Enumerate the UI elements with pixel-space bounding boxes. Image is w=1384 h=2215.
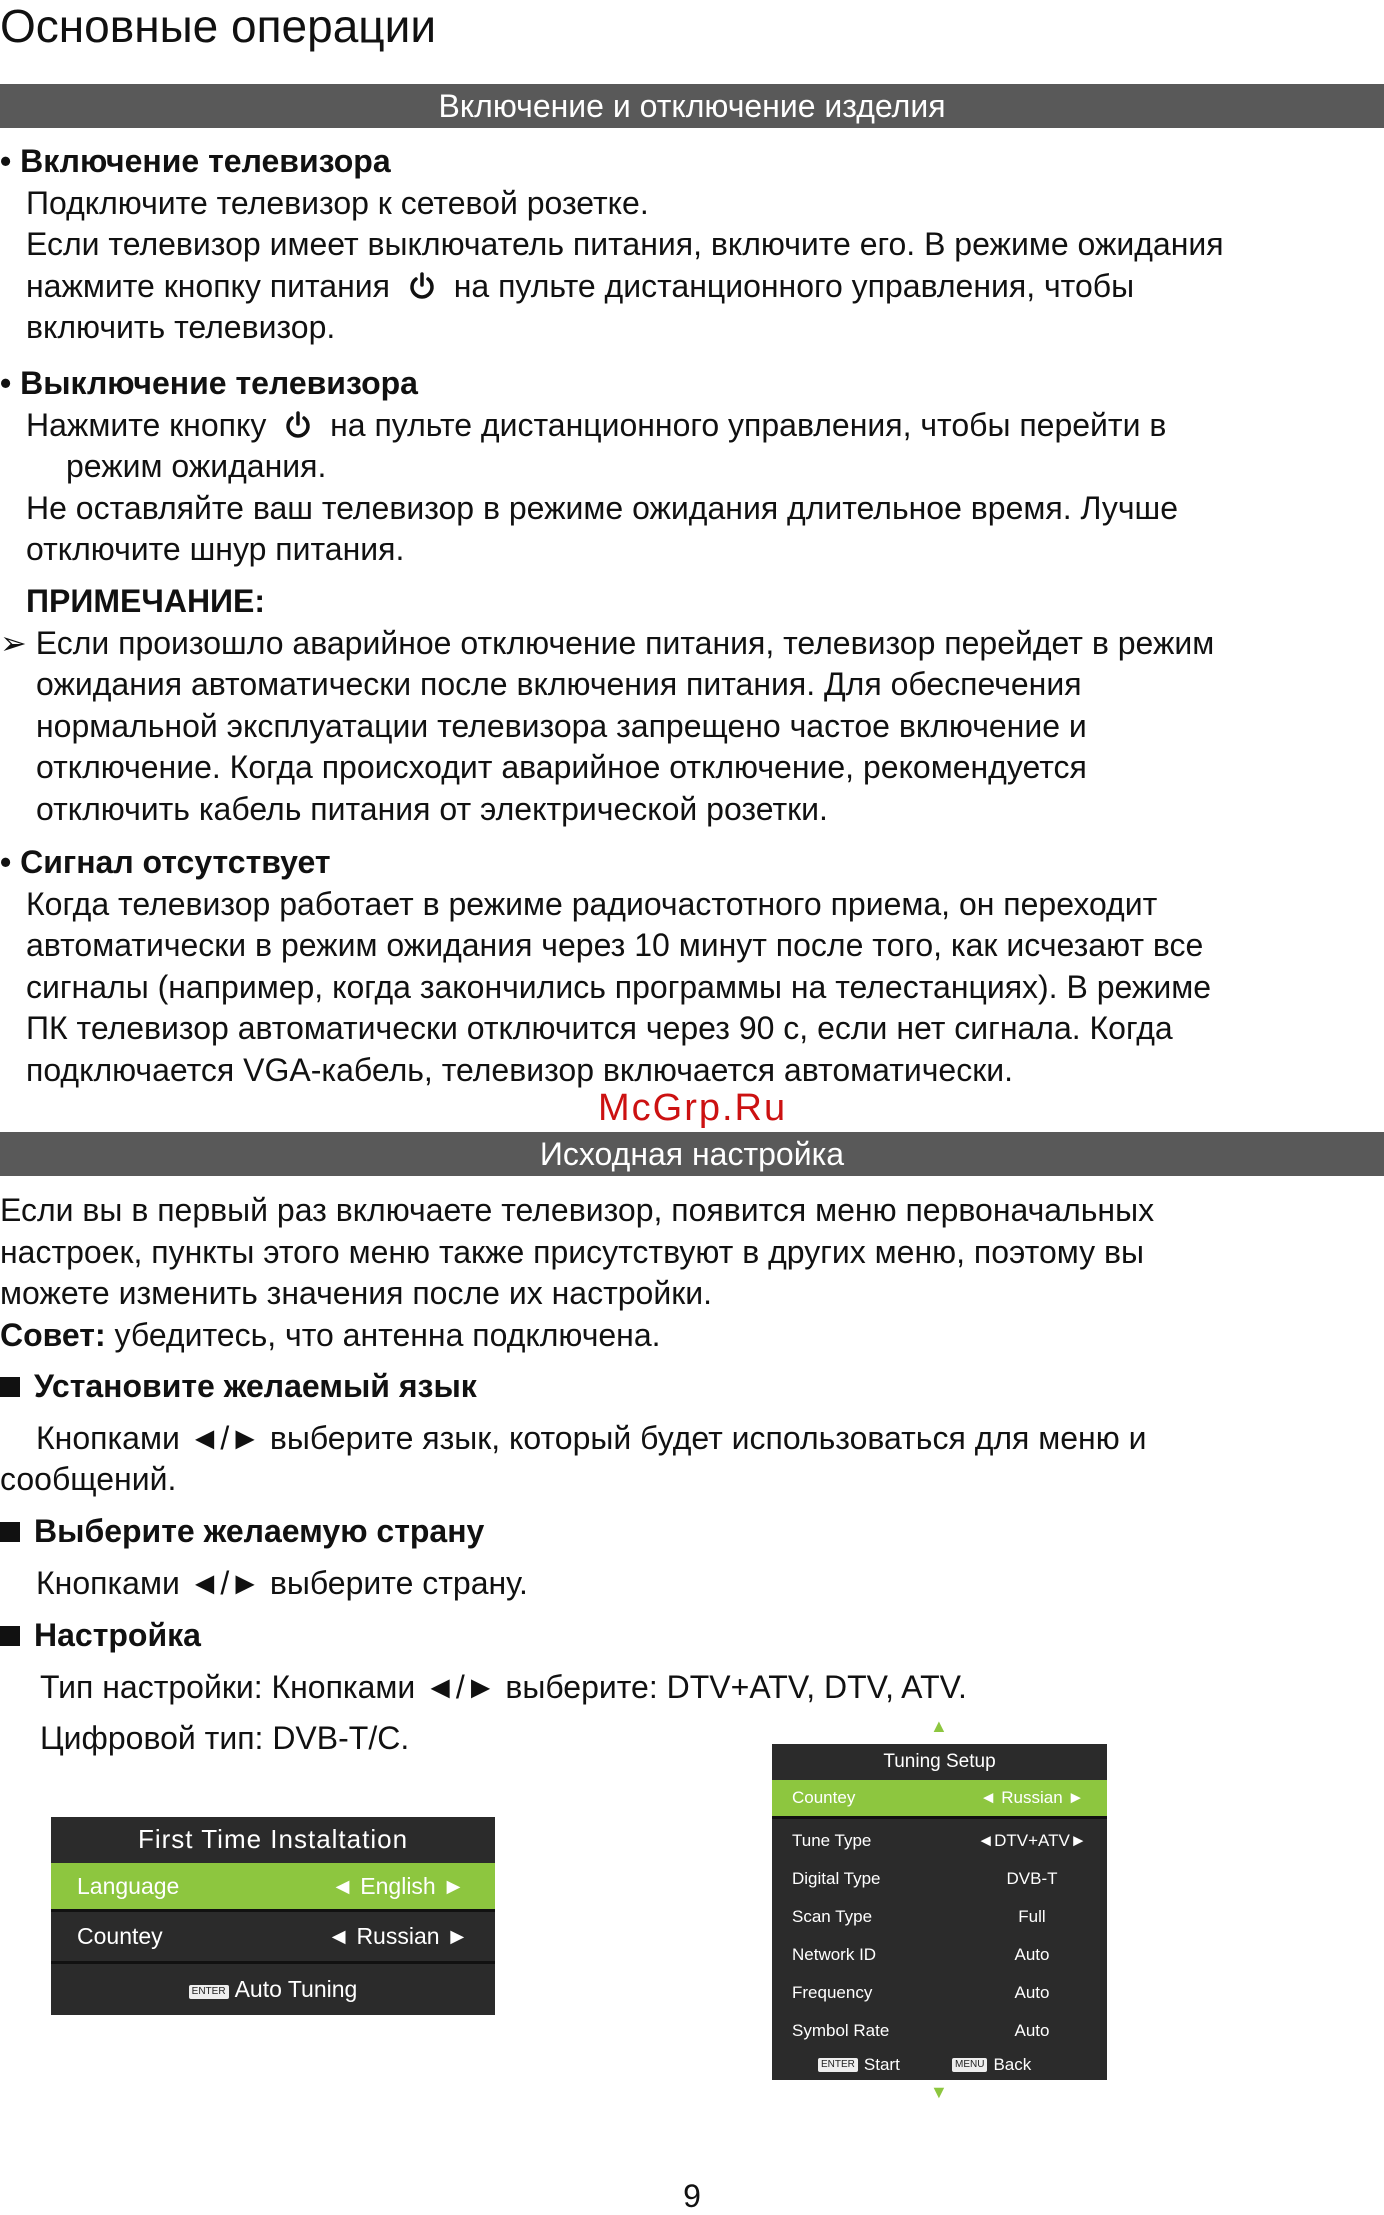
- tip-text: убедитесь, что антенна подключена.: [105, 1316, 661, 1353]
- country-section: [0, 1511, 528, 1604]
- tuning-section: [0, 1615, 967, 1760]
- menu-key-icon: MENU: [952, 2058, 987, 2072]
- menu-row-label: Countey: [77, 1923, 163, 1949]
- tuning-row-network-id[interactable]: [772, 1936, 1107, 1974]
- tuning-line2: Цифровой тип: DVB-T/C.: [40, 1720, 410, 1756]
- watermark: McGrp.Ru: [598, 1087, 788, 1129]
- menu-row-label: Countey: [792, 1788, 856, 1807]
- language-line1: Кнопками ◄/► выберите язык, который будет использоваться для меню и: [36, 1419, 1147, 1456]
- back-button[interactable]: [952, 2050, 1031, 2080]
- menu-row-value: DVB-T: [1006, 1869, 1058, 1888]
- tuning-line1: Тип настройки: Кнопками ◄/► выберите: DTV+ATV, DTV, ATV.: [40, 1668, 967, 1705]
- tuning-footer: [772, 2050, 1107, 2080]
- power-off-line1: [26, 405, 1178, 447]
- enter-key-icon: ENTER: [818, 2058, 858, 2072]
- tuning-row-scan-type[interactable]: [772, 1898, 1107, 1936]
- menu-row-label: Network ID: [792, 1945, 877, 1964]
- initial-setup-intro: [0, 1190, 1154, 1356]
- menu-row-label: Scan Type: [792, 1907, 873, 1926]
- note-line5: отключить кабель питания от электрической розетки.: [36, 790, 828, 827]
- section-bar-power: Включение и отключение изделия: [0, 84, 1384, 128]
- power-on-line3: [26, 266, 1224, 308]
- menu-row-country[interactable]: [51, 1913, 495, 1959]
- language-section: [0, 1366, 1146, 1501]
- power-icon: [407, 271, 437, 301]
- menu-row-label: Tune Type: [792, 1831, 872, 1850]
- page-title: Основные операции: [0, 0, 437, 52]
- power-off-line4: отключите шнур питания.: [26, 531, 405, 567]
- power-on-line3b: на пульте дистанционного управления, чтобы: [453, 267, 1135, 304]
- intro-line2: настроек, пункты этого меню также присутствуют в других меню, поэтому вы: [0, 1233, 1144, 1270]
- menu-row-value: ◄ Russian ►: [327, 1923, 469, 1949]
- power-off-line3: Не оставляйте ваш телевизор в режиме ожидания длительное время. Лучше: [26, 489, 1178, 526]
- tuning-row-tune-type[interactable]: [772, 1822, 1107, 1860]
- tip-line: [0, 1315, 1154, 1357]
- menu-row-label: Language: [77, 1873, 180, 1899]
- no-signal-line1: Когда телевизор работает в режиме радиочастотного приема, он переходит: [26, 885, 1158, 922]
- divider: [51, 1961, 495, 1964]
- language-line2: сообщений.: [0, 1461, 177, 1497]
- tuning-row-symbol-rate[interactable]: [772, 2012, 1107, 2050]
- note-line1-text: Если произошло аварийное отключение питания, телевизор перейдет в режим: [35, 624, 1215, 661]
- no-signal-heading: • Сигнал отсутствует: [0, 844, 331, 880]
- page-number: 9: [683, 2178, 701, 2214]
- menu-row-language[interactable]: [51, 1863, 495, 1909]
- power-off-heading: • Выключение телевизора: [0, 365, 418, 401]
- no-signal-section: [0, 842, 1211, 1091]
- power-on-line4: включить телевизор.: [26, 309, 336, 345]
- menu-row-value: ◄ Russian ►: [979, 1788, 1085, 1807]
- start-button[interactable]: [818, 2050, 900, 2080]
- menu-row-value: Full: [1018, 1907, 1046, 1926]
- menu-title: First Time Instaltation: [137, 1824, 409, 1854]
- start-label: Start: [863, 2055, 900, 2074]
- scroll-down-arrow-icon[interactable]: ▼: [930, 2082, 948, 2102]
- country-heading-row: [0, 1511, 528, 1553]
- square-bullet-icon: [0, 1522, 20, 1542]
- no-signal-line5: подключается VGA-кабель, телевизор включается автоматически.: [26, 1051, 1013, 1088]
- menu-row-value: ◄ English ►: [331, 1873, 465, 1899]
- tuning-heading: Настройка: [34, 1617, 201, 1653]
- power-on-heading: • Включение телевизора: [0, 143, 391, 179]
- note-line4: отключение. Когда происходит аварийное отключение, рекомендуется: [36, 749, 1087, 785]
- tip-label: Совет:: [0, 1316, 106, 1353]
- menu-row-value: Auto: [1014, 2021, 1050, 2040]
- language-heading: Установите желаемый язык: [34, 1368, 477, 1404]
- tuning-row-country[interactable]: [772, 1780, 1107, 1816]
- no-signal-line4: ПК телевизор автоматически отключится через 90 с, если нет сигнала. Когда: [26, 1010, 1173, 1046]
- section-bar-initial-setup: Исходная настройка: [0, 1132, 1384, 1176]
- note-line2: ожидания автоматически после включения питания. Для обеспечения: [36, 666, 1082, 702]
- power-off-line1a: Нажмите кнопку: [26, 406, 267, 443]
- divider: [51, 1909, 495, 1912]
- menu-row-label: Digital Type: [792, 1869, 881, 1888]
- country-line1: Кнопками ◄/► выберите страну.: [36, 1564, 528, 1601]
- power-on-line2: Если телевизор имеет выключатель питания, включите его. В режиме ожидания: [26, 226, 1224, 262]
- power-off-section: [0, 363, 1178, 571]
- first-time-installation-menu: [51, 1817, 495, 2015]
- country-heading: Выберите желаемую страну: [34, 1513, 485, 1549]
- power-icon: [283, 410, 313, 440]
- auto-tuning-label: Auto Tuning: [234, 1976, 358, 2002]
- power-off-line2: режим ожидания.: [66, 448, 327, 484]
- square-bullet-icon: [0, 1377, 20, 1397]
- tuning-row-frequency[interactable]: [772, 1974, 1107, 2012]
- language-heading-row: [0, 1366, 1146, 1408]
- square-bullet-icon: [0, 1626, 20, 1646]
- note-marker: ➢: [0, 624, 27, 661]
- intro-line1: Если вы в первый раз включаете телевизор, появится меню первоначальных: [0, 1192, 1155, 1228]
- note-line1: [0, 623, 1214, 665]
- no-signal-line3: сигналы (например, когда закончились программы на телестанциях). В режиме: [26, 968, 1211, 1005]
- power-on-line1: Подключите телевизор к сетевой розетке.: [26, 184, 649, 221]
- note-heading: ПРИМЕЧАНИЕ:: [26, 583, 266, 619]
- auto-tuning-button[interactable]: [51, 1967, 495, 2011]
- enter-key-icon: ENTER: [189, 1985, 229, 1999]
- power-on-section: [0, 141, 1224, 349]
- note-line3: нормальной эксплуатации телевизора запрещено частое включение и: [36, 707, 1087, 744]
- menu-row-value: Auto: [1014, 1945, 1050, 1964]
- menu-row-label: Symbol Rate: [792, 2021, 890, 2040]
- menu-row-value: ◄DTV+ATV►: [977, 1831, 1087, 1850]
- tuning-row-digital-type[interactable]: [772, 1860, 1107, 1898]
- scroll-up-arrow-icon[interactable]: ▲: [930, 1716, 948, 1736]
- note-section: [0, 581, 1214, 830]
- divider: [772, 1816, 1107, 1819]
- tuning-setup-menu: [772, 1744, 1107, 2080]
- back-label: Back: [993, 2055, 1032, 2074]
- power-off-line1b: на пульте дистанционного управления, чтобы перейти в: [330, 406, 1167, 443]
- menu-row-value: Auto: [1014, 1983, 1050, 2002]
- menu-row-label: Frequency: [792, 1983, 873, 2002]
- intro-line3: можете изменить значения после их настройки.: [0, 1275, 712, 1311]
- power-on-line3a: нажмите кнопку питания: [26, 267, 390, 304]
- no-signal-line2: автоматически в режим ожидания через 10 минут после того, как исчезают все: [26, 927, 1204, 963]
- menu-title: Tuning Setup: [883, 1751, 996, 1772]
- tuning-heading-row: [0, 1615, 967, 1657]
